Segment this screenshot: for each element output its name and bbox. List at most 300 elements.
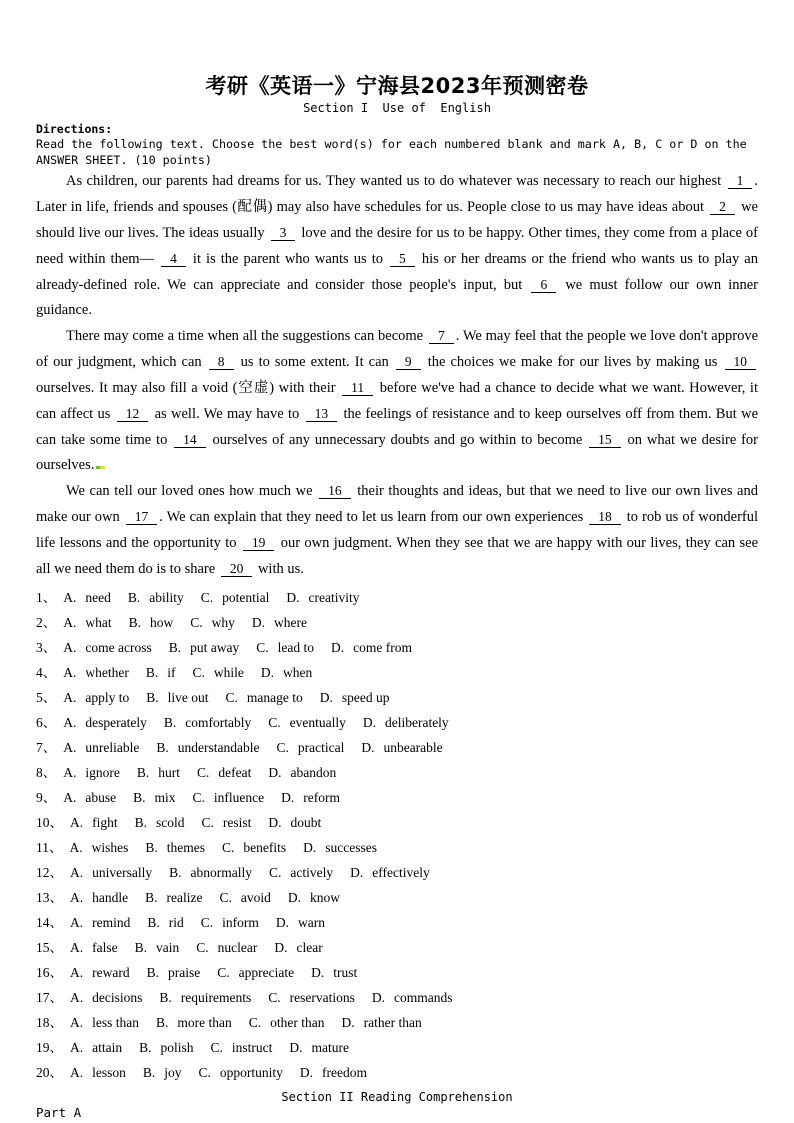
directions-label: Directions:: [36, 122, 113, 136]
option-text: avoid: [240, 890, 271, 905]
option-letter: B.: [134, 940, 147, 955]
option-letter: A.: [70, 990, 84, 1005]
option-letter: C.: [192, 665, 205, 680]
option-letter: A.: [63, 665, 77, 680]
option-text: actively: [290, 865, 334, 880]
question-17-option-D: [372, 990, 453, 1005]
question-row-6: [36, 710, 758, 735]
option-letter: B.: [142, 1065, 156, 1080]
option-text: deliberately: [384, 715, 449, 730]
option-letter: A.: [70, 1015, 84, 1030]
option-text: abuse: [85, 790, 117, 805]
option-text: what: [85, 615, 112, 630]
question-12-option-C: [269, 865, 333, 880]
question-number: 20、: [36, 1065, 63, 1080]
question-14-option-D: [276, 915, 325, 930]
option-letter: D.: [331, 640, 345, 655]
option-text: where: [274, 615, 308, 630]
directions-text: Read the following text. Choose the best word(s) for each numbered blank and mark A, B, C or D on the ANSWER SHEET. (10 points): [36, 137, 747, 167]
option-letter: D.: [361, 740, 375, 755]
option-text: other than: [270, 1015, 325, 1030]
option-letter: B.: [145, 840, 158, 855]
option-letter: A.: [70, 815, 84, 830]
question-10-option-D: [268, 815, 321, 830]
option-letter: A.: [63, 715, 77, 730]
option-text: wishes: [91, 840, 129, 855]
option-text: mature: [311, 1040, 350, 1055]
option-letter: B.: [136, 765, 150, 780]
option-text: requirements: [180, 990, 252, 1005]
option-text: reservations: [289, 990, 355, 1005]
option-text: comfortably: [185, 715, 252, 730]
option-text: instruct: [231, 1040, 273, 1055]
option-letter: D.: [286, 590, 300, 605]
option-letter: C.: [200, 590, 214, 605]
option-letter: A.: [63, 790, 77, 805]
option-letter: B.: [127, 590, 141, 605]
cloze-blank-16: 16: [319, 483, 351, 499]
option-text: lesson: [92, 1065, 126, 1080]
question-13-option-B: [145, 890, 202, 905]
question-10-option-A: [70, 815, 118, 830]
question-20-option-C: [199, 1065, 283, 1080]
question-row-1: [36, 585, 758, 610]
question-16-option-C: [217, 965, 294, 980]
question-4-option-B: [146, 665, 176, 680]
question-1-option-A: [63, 590, 111, 605]
cloze-blank-12: 12: [117, 406, 149, 422]
option-letter: C.: [248, 1015, 262, 1030]
option-letter: B.: [145, 890, 158, 905]
option-text: come across: [85, 640, 152, 655]
option-letter: B.: [147, 915, 160, 930]
option-letter: C.: [268, 990, 281, 1005]
option-letter: D.: [281, 790, 295, 805]
cloze-blank-2: 2: [710, 199, 735, 215]
option-text: defeat: [218, 765, 252, 780]
question-6-option-D: [363, 715, 449, 730]
option-text: freedom: [322, 1065, 368, 1080]
option-text: benefits: [243, 840, 287, 855]
option-letter: D.: [299, 1065, 314, 1080]
cloze-blank-15: 15: [589, 432, 621, 448]
question-19-option-B: [139, 1040, 193, 1055]
cloze-blank-3: 3: [271, 225, 296, 241]
question-row-11: [36, 835, 758, 860]
part-a-label: Part A: [36, 1105, 82, 1120]
question-row-13: [36, 885, 758, 910]
question-9-option-B: [133, 790, 175, 805]
option-letter: B.: [156, 740, 169, 755]
option-text: inform: [222, 915, 259, 930]
question-number: 3、: [36, 640, 57, 655]
option-text: put away: [190, 640, 240, 655]
question-2-option-C: [190, 615, 235, 630]
question-13-option-A: [70, 890, 128, 905]
question-20-option-B: [143, 1065, 182, 1080]
option-text: effectively: [372, 865, 430, 880]
option-letter: B.: [133, 790, 146, 805]
question-8-option-C: [197, 765, 251, 780]
option-text: if: [167, 665, 176, 680]
question-2-option-A: [63, 615, 111, 630]
question-15-option-A: [70, 940, 118, 955]
passage-paragraph-2: There may come a time when all the suggestions can become 7 . We may feel that the people we love don't approve of our judgment, which can 8 us to some extent. It can 9 the choices we make for our lives by making us 10 ourselves. It may also fill a void (空虚) with their 11 before we've had a chance to decide what we want. However, it can affect us 12 as well. We may have to 13 the feelings of resistance and to keep ourselves off from them. But we can take some time to 14 ourselves of any unnecessary doubts and go within to become 15 on what we desire for ourselves.: [36, 328, 759, 473]
question-14-option-A: [70, 915, 130, 930]
cloze-blank-10: 10: [725, 354, 757, 370]
question-18-option-D: [342, 1015, 422, 1030]
question-number: 11、: [36, 840, 63, 855]
option-text: when: [283, 665, 313, 680]
option-letter: D.: [362, 715, 376, 730]
question-8-option-B: [137, 765, 180, 780]
option-text: need: [85, 590, 111, 605]
question-number: 12、: [36, 865, 63, 880]
question-6-option-A: [63, 715, 147, 730]
question-2-option-B: [129, 615, 174, 630]
question-9-option-C: [193, 790, 265, 805]
option-letter: B.: [145, 665, 159, 680]
question-row-9: [36, 785, 758, 810]
cloze-blank-7: 7: [429, 328, 454, 344]
option-letter: C.: [197, 765, 210, 780]
question-15-option-B: [135, 940, 180, 955]
question-row-18: [36, 1010, 758, 1035]
option-letter: C.: [201, 815, 214, 830]
question-16-option-B: [147, 965, 201, 980]
cloze-blank-19: 19: [243, 535, 275, 551]
option-text: clear: [296, 940, 323, 955]
option-letter: A.: [70, 915, 84, 930]
question-number: 2、: [36, 615, 57, 630]
question-3-option-D: [331, 640, 412, 655]
option-text: why: [211, 615, 235, 630]
question-14-option-B: [147, 915, 183, 930]
option-letter: A.: [63, 690, 77, 705]
question-4-option-D: [261, 665, 312, 680]
question-13-option-D: [288, 890, 340, 905]
question-19-option-D: [289, 1040, 349, 1055]
question-17-option-B: [159, 990, 251, 1005]
question-4-option-C: [193, 665, 244, 680]
option-text: fight: [92, 815, 118, 830]
question-row-14: [36, 910, 758, 935]
option-text: ability: [149, 590, 184, 605]
question-row-19: [36, 1035, 758, 1060]
cloze-blank-1: 1: [728, 173, 753, 189]
option-text: unbearable: [383, 740, 443, 755]
cloze-passage: [36, 168, 758, 582]
question-11-option-C: [222, 840, 286, 855]
option-letter: D.: [371, 990, 385, 1005]
option-letter: D.: [287, 890, 301, 905]
option-text: unreliable: [85, 740, 140, 755]
option-text: potential: [222, 590, 270, 605]
option-text: creativity: [308, 590, 360, 605]
question-11-option-D: [303, 840, 377, 855]
question-number: 5、: [36, 690, 57, 705]
option-letter: C.: [269, 865, 282, 880]
option-text: know: [310, 890, 340, 905]
option-text: while: [213, 665, 244, 680]
option-text: handle: [92, 890, 129, 905]
question-number: 9、: [36, 790, 57, 805]
option-letter: C.: [200, 915, 214, 930]
section1-heading: Section I Use of English: [303, 101, 491, 115]
cloze-blank-9: 9: [396, 354, 421, 370]
option-letter: D.: [275, 915, 290, 930]
question-18-option-C: [249, 1015, 325, 1030]
question-20-option-D: [300, 1065, 367, 1080]
option-letter: D.: [251, 615, 266, 630]
question-row-7: [36, 735, 758, 760]
option-letter: B.: [146, 965, 159, 980]
question-row-5: [36, 685, 758, 710]
revision-mark: [96, 466, 105, 469]
question-6-option-B: [164, 715, 251, 730]
option-text: apply to: [85, 690, 130, 705]
question-7-option-C: [276, 740, 344, 755]
option-letter: C.: [256, 640, 269, 655]
option-text: reform: [303, 790, 341, 805]
option-letter: B.: [156, 1015, 169, 1030]
option-letter: B.: [134, 815, 148, 830]
option-letter: A.: [70, 865, 84, 880]
question-12-option-D: [350, 865, 430, 880]
question-10-option-C: [202, 815, 252, 830]
question-5-option-B: [146, 690, 208, 705]
option-letter: B.: [139, 1040, 152, 1055]
question-5-option-D: [320, 690, 390, 705]
question-row-10: [36, 810, 758, 835]
question-10-option-B: [135, 815, 185, 830]
question-number: 19、: [36, 1040, 63, 1055]
option-letter: D.: [303, 840, 317, 855]
question-9-option-D: [281, 790, 340, 805]
option-text: warn: [298, 915, 326, 930]
option-text: joy: [164, 1065, 182, 1080]
question-11-option-A: [70, 840, 129, 855]
question-20-option-A: [70, 1065, 126, 1080]
option-text: themes: [166, 840, 206, 855]
question-number: 17、: [36, 990, 63, 1005]
option-letter: D.: [289, 1040, 303, 1055]
cloze-blank-13: 13: [306, 406, 338, 422]
question-list: [36, 585, 758, 1085]
option-text: live out: [167, 690, 209, 705]
question-9-option-A: [63, 790, 116, 805]
option-letter: A.: [63, 615, 77, 630]
question-17-option-A: [70, 990, 142, 1005]
option-letter: D.: [274, 940, 288, 955]
option-text: opportunity: [219, 1065, 283, 1080]
question-5-option-C: [226, 690, 303, 705]
option-text: speed up: [341, 690, 390, 705]
option-letter: B.: [169, 865, 182, 880]
option-text: resist: [222, 815, 252, 830]
question-number: 14、: [36, 915, 63, 930]
option-text: understandable: [177, 740, 260, 755]
option-text: mix: [154, 790, 176, 805]
page-title: 考研《英语一》宁海县2023年预测密卷: [205, 74, 589, 98]
option-text: attain: [92, 1040, 123, 1055]
question-15-option-C: [196, 940, 257, 955]
option-text: hurt: [158, 765, 181, 780]
option-letter: C.: [268, 715, 281, 730]
question-number: 4、: [36, 665, 57, 680]
cloze-blank-6: 6: [531, 277, 556, 293]
question-row-15: [36, 935, 758, 960]
option-text: influence: [213, 790, 265, 805]
option-letter: A.: [63, 740, 77, 755]
question-2-option-D: [252, 615, 307, 630]
option-text: eventually: [289, 715, 346, 730]
question-3-option-B: [169, 640, 240, 655]
option-letter: A.: [70, 1040, 84, 1055]
option-text: practical: [297, 740, 345, 755]
option-letter: D.: [260, 665, 275, 680]
passage-paragraph-3: We can tell our loved ones how much we 16 their thoughts and ideas, but that we need to live our own lives and make our own 17 . We can explain that they need to let us learn from our own experiences 18 to rob us of wonderful life lessons and the opportunity to 19 our own judgment. When they see that we are happy with our lives, they can see all we need them do is to share 20 with us.: [36, 483, 759, 577]
option-text: trust: [333, 965, 358, 980]
option-letter: C.: [192, 790, 205, 805]
option-letter: B.: [128, 615, 142, 630]
question-18-option-B: [156, 1015, 232, 1030]
option-letter: C.: [225, 690, 238, 705]
question-1-option-C: [201, 590, 270, 605]
option-text: appreciate: [238, 965, 295, 980]
question-17-option-C: [268, 990, 355, 1005]
option-letter: D.: [319, 690, 333, 705]
option-letter: C.: [198, 1065, 211, 1080]
option-text: less than: [92, 1015, 139, 1030]
option-text: remind: [92, 915, 131, 930]
question-row-3: [36, 635, 758, 660]
question-8-option-A: [63, 765, 120, 780]
option-text: more than: [177, 1015, 232, 1030]
option-letter: B.: [159, 990, 172, 1005]
option-text: whether: [85, 665, 129, 680]
question-12-option-A: [70, 865, 152, 880]
cloze-blank-18: 18: [589, 509, 621, 525]
cloze-blank-17: 17: [126, 509, 158, 525]
question-row-20: [36, 1060, 758, 1085]
option-letter: D.: [311, 965, 325, 980]
option-text: abnormally: [190, 865, 252, 880]
section2-heading: Section II Reading Comprehension: [281, 1090, 513, 1104]
cloze-blank-4: 4: [161, 251, 186, 267]
option-letter: A.: [70, 890, 84, 905]
option-text: decisions: [92, 990, 143, 1005]
question-15-option-D: [274, 940, 322, 955]
option-text: desperately: [85, 715, 147, 730]
question-4-option-A: [63, 665, 129, 680]
question-14-option-C: [201, 915, 259, 930]
option-text: successes: [325, 840, 378, 855]
option-letter: A.: [63, 590, 77, 605]
option-letter: B.: [163, 715, 177, 730]
cloze-blank-11: 11: [342, 380, 373, 396]
option-letter: C.: [222, 840, 235, 855]
question-row-4: [36, 660, 758, 685]
question-row-2: [36, 610, 758, 635]
question-5-option-A: [63, 690, 129, 705]
option-text: vain: [156, 940, 180, 955]
question-1-option-D: [286, 590, 359, 605]
option-text: praise: [168, 965, 201, 980]
option-letter: C.: [196, 940, 209, 955]
option-text: ignore: [85, 765, 120, 780]
question-7-option-B: [156, 740, 259, 755]
question-number: 1、: [36, 590, 57, 605]
question-number: 7、: [36, 740, 57, 755]
option-letter: A.: [70, 965, 84, 980]
cloze-blank-14: 14: [174, 432, 206, 448]
option-text: commands: [394, 990, 453, 1005]
option-text: abandon: [290, 765, 337, 780]
option-letter: C.: [210, 1040, 223, 1055]
option-text: come from: [353, 640, 412, 655]
question-number: 18、: [36, 1015, 63, 1030]
option-text: manage to: [246, 690, 303, 705]
question-number: 13、: [36, 890, 63, 905]
option-letter: D.: [350, 865, 364, 880]
question-19-option-C: [211, 1040, 273, 1055]
option-text: scold: [156, 815, 185, 830]
option-letter: B.: [168, 640, 182, 655]
cloze-blank-5: 5: [390, 251, 415, 267]
question-number: 15、: [36, 940, 63, 955]
option-letter: B.: [146, 690, 159, 705]
option-letter: C.: [276, 740, 289, 755]
question-7-option-A: [63, 740, 139, 755]
question-3-option-C: [256, 640, 314, 655]
question-number: 6、: [36, 715, 57, 730]
option-letter: A.: [70, 1065, 84, 1080]
option-text: universally: [92, 865, 153, 880]
option-text: rid: [168, 915, 184, 930]
option-letter: A.: [70, 940, 84, 955]
question-12-option-B: [169, 865, 252, 880]
cloze-blank-20: 20: [221, 561, 253, 577]
question-13-option-C: [219, 890, 270, 905]
option-text: realize: [166, 890, 203, 905]
cloze-blank-8: 8: [209, 354, 234, 370]
option-text: rather than: [363, 1015, 422, 1030]
option-text: doubt: [290, 815, 322, 830]
question-number: 16、: [36, 965, 63, 980]
option-letter: A.: [63, 765, 77, 780]
option-text: nuclear: [217, 940, 258, 955]
option-letter: C.: [190, 615, 203, 630]
question-6-option-C: [268, 715, 346, 730]
option-text: polish: [160, 1040, 194, 1055]
question-number: 8、: [36, 765, 57, 780]
option-text: reward: [92, 965, 130, 980]
option-letter: C.: [219, 890, 232, 905]
question-1-option-B: [128, 590, 184, 605]
option-letter: D.: [268, 815, 282, 830]
option-letter: D.: [268, 765, 282, 780]
question-row-16: [36, 960, 758, 985]
question-row-17: [36, 985, 758, 1010]
passage-paragraph-1: As children, our parents had dreams for us. They wanted us to do whatever was necessary to reach our highest 1 . Later in life, friends and spouses (配偶) may also have schedules for us. People close to us may have ideas about 2 we should live our lives. The ideas usually 3 love and the desire for us to be happy. Other times, they come from a place of need within them— 4 it is the parent who wants us to 5 his or her dreams or the friend who wants us to play an already-defined role. We can appreciate and consider those people's input, but 6 we must follow our own inner guidance.: [36, 173, 759, 318]
option-letter: A.: [63, 640, 77, 655]
question-18-option-A: [70, 1015, 139, 1030]
question-11-option-B: [145, 840, 205, 855]
option-letter: C.: [217, 965, 230, 980]
question-16-option-A: [70, 965, 130, 980]
question-row-8: [36, 760, 758, 785]
